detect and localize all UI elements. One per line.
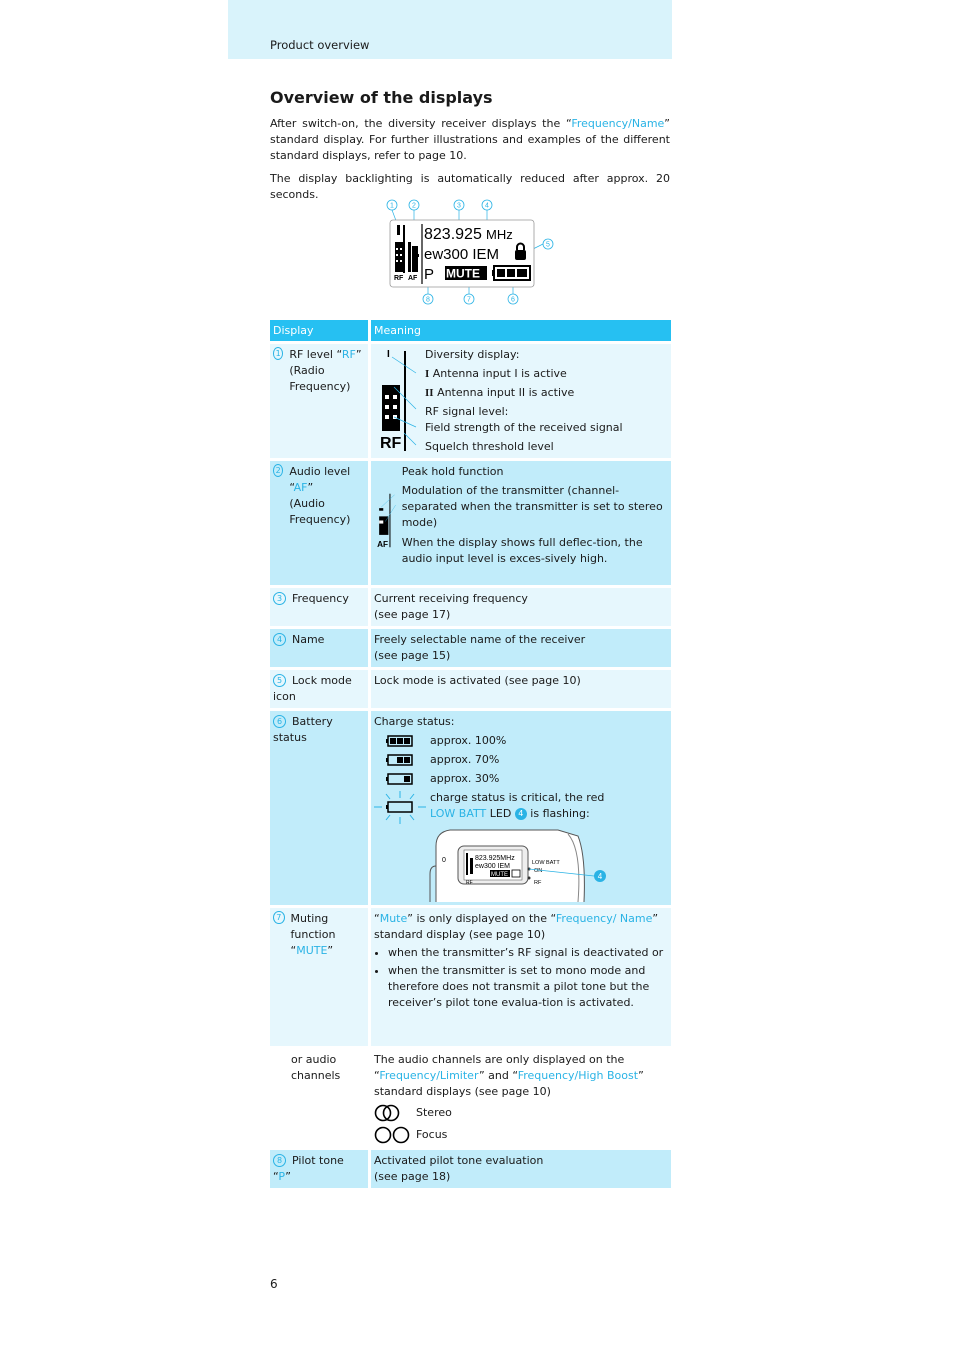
- meaning-line: Activated pilot tone evaluation: [374, 1154, 544, 1167]
- mute-link: Mute: [379, 912, 408, 925]
- table-row: [270, 1147, 671, 1188]
- callout-3-icon: 3: [273, 592, 286, 605]
- meaning-text: ” standard displays (see page 10): [374, 1069, 644, 1098]
- lcd-pilot: P: [424, 266, 435, 283]
- meaning-line: When the display shows full deflec-tion, the audio input level is exces-sively high.: [401, 536, 643, 565]
- device-zero: 0: [442, 857, 446, 864]
- frequency-label: Frequency: [292, 592, 349, 605]
- list-item: • when the transmitter is set to mono mode and therefore does not transmit a pilot tone but the receiver’s pilot tone evalua-tion is activated.: [388, 963, 668, 1011]
- intro-text: After switch-on, the diversity receiver displays the “: [270, 117, 572, 130]
- column-header-meaning: Meaning: [371, 320, 671, 341]
- pilot-label: ”: [285, 1170, 291, 1183]
- callout-8: 8: [426, 296, 430, 304]
- af-highlight: AF: [293, 481, 308, 494]
- rf-label: RF: [394, 275, 404, 282]
- meaning-line: Squelch threshold level: [425, 440, 554, 453]
- page-header: [228, 0, 672, 59]
- lcd-mute: MUTE: [446, 266, 480, 281]
- focus-text: Focus: [416, 1128, 448, 1141]
- display-illustration: [384, 196, 560, 306]
- mute-description: [374, 911, 668, 943]
- frequency-name-link: Frequency/Name: [571, 117, 665, 130]
- backlight-note: The display backlighting is automatically reduced after approx. 20 seconds.: [270, 172, 670, 202]
- table-row: [270, 905, 671, 1046]
- lcd-unit: MHz: [486, 227, 513, 242]
- af-label-text: Audio level “: [289, 465, 351, 494]
- meaning-line: (see page 15): [374, 649, 451, 662]
- device-name: ew300 IEM: [475, 863, 511, 870]
- af-label-text: ”: [307, 481, 314, 494]
- meaning-line: charge status is critical, the red: [430, 791, 605, 804]
- section-title: Product overview: [270, 38, 370, 52]
- page-number: 6: [270, 1277, 278, 1291]
- device-on: ON: [534, 868, 543, 874]
- meaning-text: “: [374, 912, 380, 925]
- af-bar-icon: [408, 242, 419, 272]
- af-label: AF: [408, 275, 418, 282]
- rf-label-text: ”: [355, 348, 362, 361]
- audio-description: [374, 1052, 668, 1100]
- meaning-line: Freely selectable name of the receiver: [374, 633, 586, 646]
- battery-70-icon: [374, 753, 430, 767]
- meaning-line: Antenna input I is active: [432, 367, 567, 380]
- frequency-high-boost-link: Frequency/High Boost: [517, 1069, 639, 1082]
- frequency-name-link: Frequency/ Name: [555, 912, 653, 925]
- meaning-line: Modulation of the transmitter (channel-separated when the transmitter is set to stereo mode): [401, 484, 663, 529]
- battery-full-icon: [374, 734, 430, 748]
- table-row: [270, 708, 671, 905]
- battery-critical-flashing-icon: [374, 790, 430, 826]
- meaning-line: (see page 18): [374, 1170, 451, 1183]
- table-row: [270, 1046, 671, 1147]
- callout-7-icon: 7: [273, 911, 285, 924]
- rf-level-icon: [374, 347, 422, 451]
- callout-6-icon: 6: [273, 715, 286, 728]
- meaning-line: RF signal level:: [425, 405, 509, 418]
- rf-icon-text: RF: [380, 435, 402, 451]
- meaning-line: is flashing:: [530, 807, 590, 820]
- pilot-highlight: P: [278, 1170, 286, 1183]
- stereo-icon: [374, 1104, 416, 1122]
- column-header-display: Display: [270, 320, 371, 341]
- rf-highlight: RF: [341, 348, 356, 361]
- meaning-line: (see page 17): [374, 608, 451, 621]
- callout-8-icon: 8: [273, 1154, 286, 1167]
- table-row: [270, 667, 671, 708]
- table-row: [270, 458, 671, 585]
- battery-level-text: approx. 70%: [430, 753, 500, 766]
- meaning-line: Field strength of the received signal: [425, 421, 623, 434]
- battery-label: Battery status: [273, 715, 333, 744]
- intro-paragraph: [270, 116, 670, 165]
- list-item: • when the transmitter’s RF signal is deactivated or: [388, 945, 668, 961]
- af-icon-text: AF: [377, 540, 389, 550]
- battery-30-icon: [374, 772, 430, 786]
- meaning-line: Lock mode is activated (see page 10): [374, 674, 581, 687]
- callout-4-icon: 4: [273, 633, 286, 646]
- callout-6: 6: [511, 296, 515, 304]
- frequency-limiter-link: Frequency/Limiter: [379, 1069, 479, 1082]
- lcd-frequency: 823.925: [424, 226, 482, 243]
- meaning-text: ” is only displayed on the “: [407, 912, 556, 925]
- callout-1-icon: 1: [273, 347, 283, 360]
- af-subtitle: (Audio Frequency): [289, 497, 351, 526]
- callout-3: 3: [457, 202, 461, 210]
- device-rf: RF: [466, 880, 473, 886]
- low-batt-highlight: LOW BATT: [430, 807, 487, 820]
- device-callout: 4: [597, 872, 603, 881]
- meaning-line: Diversity display:: [425, 348, 520, 361]
- battery-level-text: approx. 100%: [430, 734, 507, 747]
- device-rf-led: RF: [534, 880, 542, 886]
- meaning-line: Charge status:: [374, 715, 455, 728]
- af-level-icon: [374, 464, 399, 578]
- receiver-device-illustration: [428, 826, 668, 902]
- battery-level-text: approx. 30%: [430, 772, 500, 785]
- focus-icon: [374, 1126, 416, 1144]
- pilot-label: Pilot tone “: [273, 1154, 344, 1183]
- callout-5: 5: [546, 241, 550, 249]
- callout-4: 4: [485, 202, 489, 210]
- mute-label: “: [290, 944, 297, 957]
- device-mute: MUTE: [491, 872, 508, 878]
- device-frequency: 823.925MHz: [475, 855, 515, 862]
- mute-highlight: MUTE: [296, 944, 328, 957]
- meaning-line: Current receiving frequency: [374, 592, 528, 605]
- audio-channels-label: or audio channels: [291, 1053, 341, 1082]
- meaning-text: ” standard display (see page 10): [374, 912, 659, 941]
- display-meaning-table: [270, 320, 671, 1188]
- table-row: 1 RF level “RF” (Radio Frequency) I RF Diversity display: I Antenna input I is active II Antenna input II is active RF signal level: Field strength of the received signal Squelch threshold level: [270, 341, 671, 458]
- callout-2-icon: 2: [273, 464, 283, 477]
- callout-4-filled-icon: 4: [515, 808, 527, 820]
- mute-label: ”: [327, 944, 334, 957]
- meaning-line: Antenna input II is active: [437, 386, 575, 399]
- rf-subtitle: (Radio Frequency): [289, 364, 351, 393]
- stereo-text: Stereo: [416, 1106, 452, 1119]
- page-title: Overview of the displays: [270, 88, 493, 107]
- svg-text:I: I: [387, 349, 390, 360]
- callout-7: 7: [467, 296, 471, 304]
- mute-label: Muting function: [290, 912, 336, 941]
- callout-2: 2: [412, 202, 416, 210]
- meaning-text: The audio channels are only displayed on the “: [374, 1053, 625, 1082]
- table-row: [270, 585, 671, 626]
- lock-label: Lock mode icon: [273, 674, 352, 703]
- lcd-name: ew300 IEM: [424, 246, 500, 263]
- intro-text: ” standard display. For further illustrations and examples of the different standard displays, refer to page 10.: [270, 117, 670, 163]
- meaning-text: ” and “: [478, 1069, 518, 1082]
- name-label: Name: [292, 633, 325, 646]
- table-row: [270, 626, 671, 667]
- callout-5-icon: 5: [273, 674, 286, 687]
- callout-1: 1: [390, 202, 394, 210]
- device-low-batt: LOW BATT: [532, 860, 560, 866]
- meaning-line: LED: [489, 807, 512, 820]
- rf-label-text: RF level “: [289, 348, 342, 361]
- meaning-line: Peak hold function: [401, 465, 504, 478]
